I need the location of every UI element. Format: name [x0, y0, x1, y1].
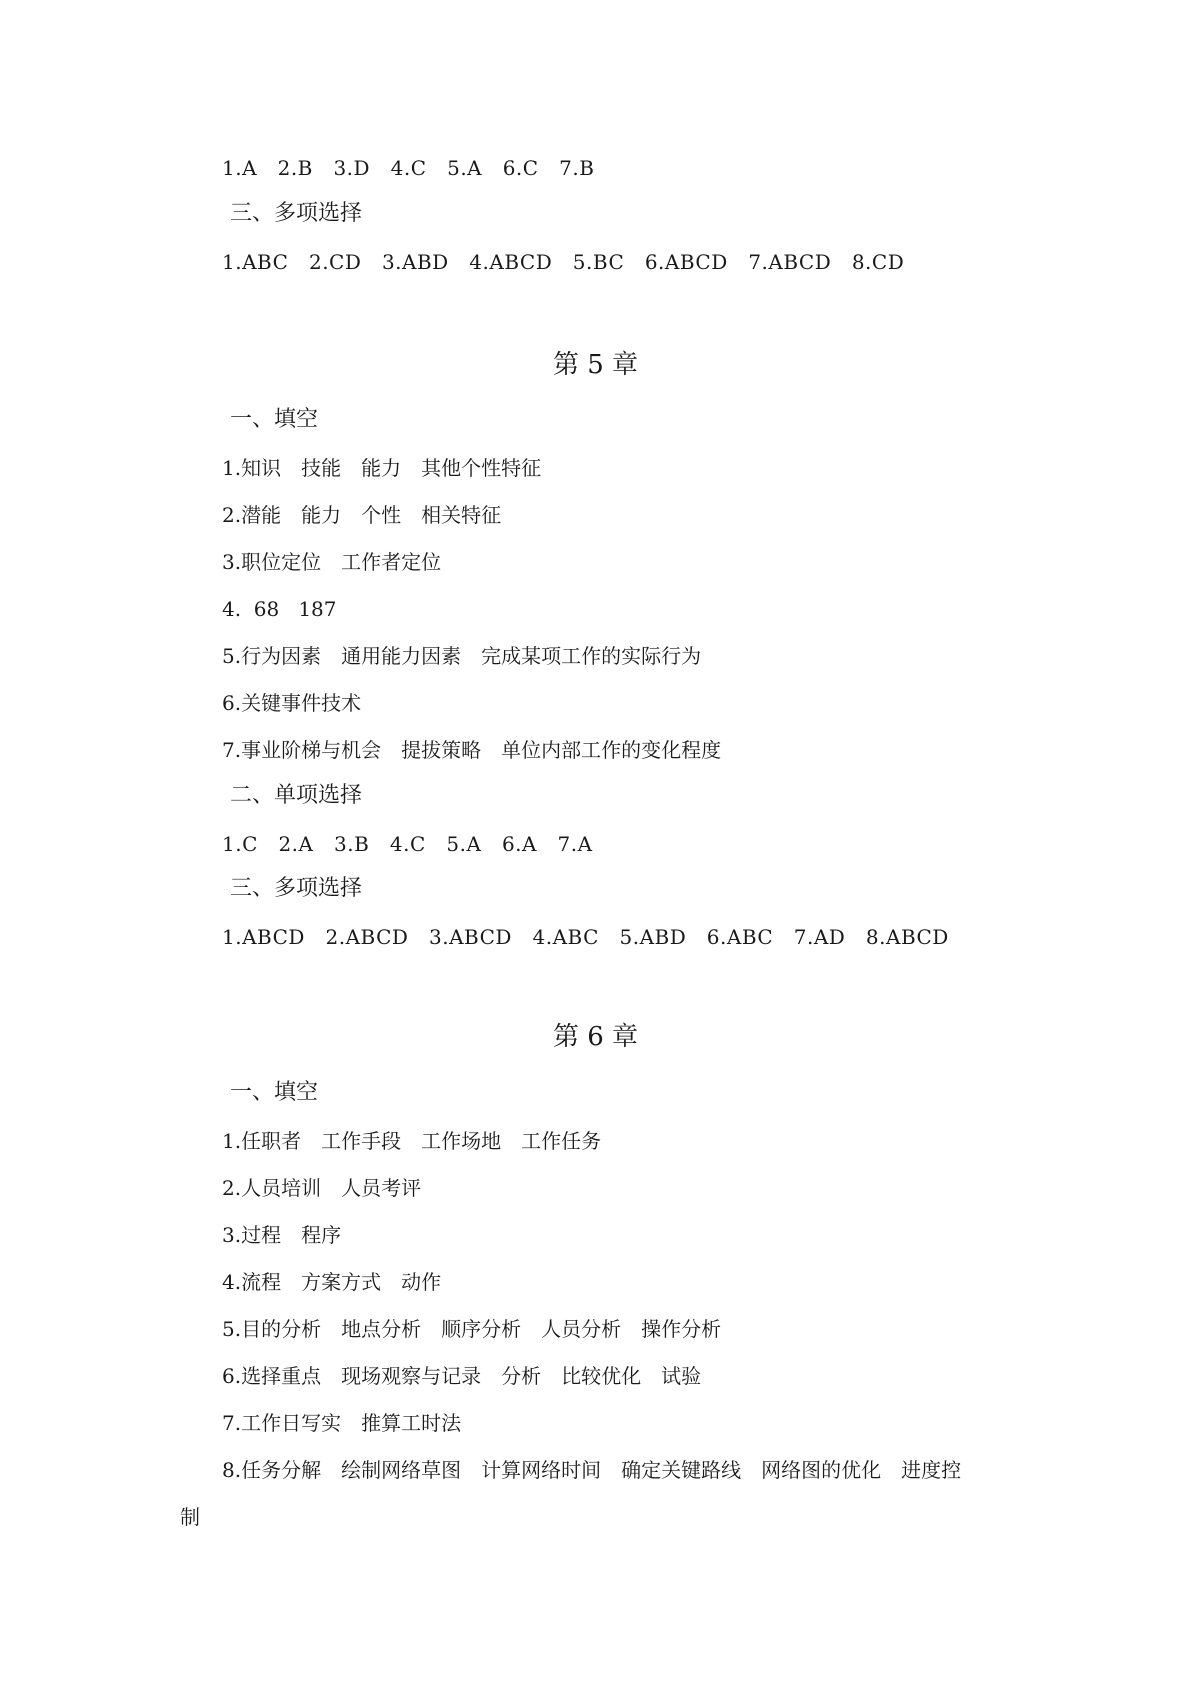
ch5-fill-item: 7.事业阶梯与机会 提拔策略 单位内部工作的变化程度	[222, 738, 722, 762]
ch5-fill-item: 5.行为因素 通用能力因素 完成某项工作的实际行为	[222, 644, 702, 668]
ch5-fill-heading: 一、填空	[230, 407, 319, 432]
ch5-multi-answers: 1.ABCD 2.ABCD 3.ABCD 4.ABC 5.ABD 6.ABC 7.AD 8.ABCD	[222, 925, 949, 949]
ch6-fill-item: 1.任职者 工作手段 工作场地 工作任务	[222, 1129, 602, 1153]
ch6-fill-item: 6.选择重点 现场观察与记录 分析 比较优化 试验	[222, 1364, 702, 1388]
ch5-single-answers: 1.C 2.A 3.B 4.C 5.A 6.A 7.A	[222, 832, 593, 856]
chapter-6-title: 第 6 章	[552, 1022, 639, 1052]
ch6-fill-item: 3.过程 程序	[222, 1223, 342, 1247]
ch6-fill-item-wrap: 制	[180, 1505, 200, 1529]
prev-single-answers: 1.A 2.B 3.D 4.C 5.A 6.C 7.B	[222, 156, 595, 180]
ch6-fill-heading: 一、填空	[230, 1080, 319, 1105]
prev-multi-answers: 1.ABC 2.CD 3.ABD 4.ABCD 5.BC 6.ABCD 7.ABCD 8.CD	[222, 250, 905, 274]
ch6-fill-item: 7.工作日写实 推算工时法	[222, 1411, 462, 1435]
ch5-fill-item: 6.关键事件技术	[222, 691, 362, 715]
ch5-fill-item: 3.职位定位 工作者定位	[222, 550, 442, 574]
prev-multi-heading: 三、多项选择	[230, 201, 363, 226]
chapter-5-title: 第 5 章	[552, 350, 639, 380]
ch5-multi-heading: 三、多项选择	[230, 876, 363, 901]
ch5-fill-item: 1.知识 技能 能力 其他个性特征	[222, 456, 542, 480]
ch6-fill-item: 5.目的分析 地点分析 顺序分析 人员分析 操作分析	[222, 1317, 722, 1341]
ch5-fill-item: 2.潜能 能力 个性 相关特征	[222, 503, 502, 527]
ch6-fill-item: 4.流程 方案方式 动作	[222, 1270, 442, 1294]
ch5-fill-item: 4. 68 187	[222, 597, 337, 621]
ch5-single-heading: 二、单项选择	[230, 783, 363, 808]
ch6-fill-item: 8.任务分解 绘制网络草图 计算网络时间 确定关键路线 网络图的优化 进度控	[222, 1458, 962, 1482]
ch6-fill-item: 2.人员培训 人员考评	[222, 1176, 422, 1200]
